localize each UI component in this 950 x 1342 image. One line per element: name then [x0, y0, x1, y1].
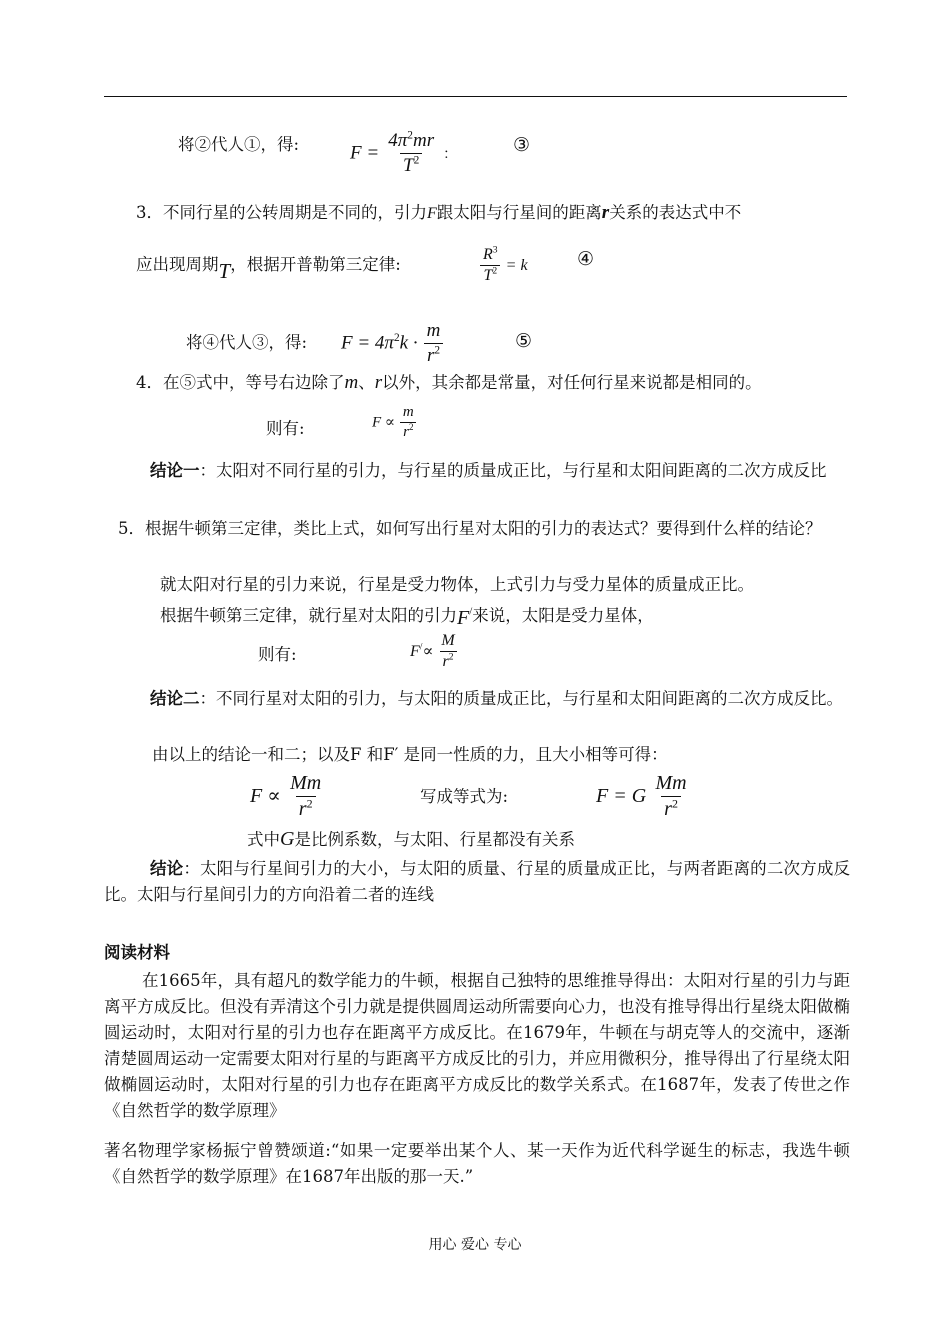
final-proportional-formula: [250, 772, 324, 821]
final-lhs-2: F = G: [596, 785, 647, 807]
kepler-den-sup: 2: [492, 265, 498, 277]
formula-3-den-sup: 2: [413, 154, 420, 167]
prop1-den: r: [403, 424, 409, 440]
formula-3-num: 4π: [388, 130, 408, 151]
kepler-den: T: [483, 267, 493, 284]
item-3-line2-b: ，根据开普勒第三定律:: [230, 255, 401, 274]
proportional-formula-1: [372, 404, 417, 441]
g-note-G: G: [280, 828, 295, 850]
final-den-2-sup: 2: [671, 796, 678, 811]
item-4-text-a: 4．在⑤式中，等号右边除了: [136, 373, 345, 392]
formula-3-num-rest: mr: [412, 130, 435, 151]
item-3-text-c: 关系的表达式中不: [609, 203, 742, 222]
formula-5: [341, 320, 443, 367]
item-3-r: r: [601, 202, 610, 223]
conclusion-2-text: ：不同行星对太阳的引力，与太阳的质量成正比，与行星和太阳间距离的二次方成反比。: [199, 689, 843, 708]
equation-number-5: ⑤: [515, 330, 533, 352]
item-4-sep: 、: [358, 373, 375, 392]
answer-line-1: 就太阳对行星的引力来说，行星是受力物体，上式引力与受力星体的质量成正比。: [160, 575, 754, 594]
formula-5-lhs: F = 4π: [341, 332, 394, 354]
prop1-lhs: F ∝: [372, 414, 396, 431]
formula-3: [350, 130, 457, 177]
formula-5-den-sup: 2: [434, 344, 441, 357]
conclusion-1-title: 结论一: [150, 461, 200, 480]
final-den-1-sup: 2: [306, 796, 313, 811]
item-3-text-a: 3．不同行星的公转周期是不同的，引力: [136, 203, 427, 222]
prop2-lhs: F: [410, 643, 420, 660]
proportional-formula-2: [410, 632, 458, 671]
prop2-num: M: [441, 632, 455, 649]
item-4-text-b: 以外，其余都是常量，对任何行星来说都是相同的。: [382, 373, 762, 392]
item-4-m: m: [344, 372, 359, 393]
item-3-F: F: [427, 205, 437, 222]
reading-title: 阅读材料: [104, 943, 170, 962]
kepler-num-sup: 3: [492, 244, 498, 256]
answer-line-2: [160, 604, 654, 627]
final-lhs-1: F ∝: [250, 785, 281, 807]
formula-5-den: r: [426, 345, 435, 366]
equation-number-3: ③: [513, 134, 531, 156]
item-3-text-b: 跟太阳与行星间的距离: [436, 203, 602, 222]
prop2-symbol: ∝: [422, 643, 434, 660]
conclusion-1-text: ：太阳对不同行星的引力，与行星的质量成正比，与行星和太阳间距离的二次方成反比: [199, 461, 827, 480]
conclusion-final-text: ：太阳与行星间引力的大小，与太阳的质量、行星的质量成正比，与两者距离的二次方成反比。太阳与行星间引力的方向沿着二者的连线: [104, 859, 851, 904]
conclusion-2: [104, 686, 850, 712]
formula-5-num: m: [426, 320, 441, 341]
answer-2-F: F: [457, 607, 470, 629]
reading-quote: 著名物理学家杨振宁曾赞颂道:“如果一定要举出某个人、某一天作为近代科学诞生的标志，我选牛顿《自然哲学的数学原理》在1687年出版的那一天.”: [104, 1141, 850, 1186]
item-3-line2-a: 应出现周期: [136, 255, 219, 274]
reading-paragraph: 在1665年，具有超凡的数学能力的牛顿，根据自己独特的思维推导得出：太阳对行星的引力与距离平方成反比。但没有弄清这个引力就是提供圆周运动所需要向心力，也没有推导得出行星绕太阳做椭圆运动时，太阳对行星的引力也存在距离平方成反比。在1679年，牛顿在与胡克等人的交流中，逐渐清楚圆周运动一定需要太阳对行星的与距离平方成反比的引力，并应用微积分，推导得出了行星绕太阳做椭圆运动时，太阳对行星的引力也存在距离平方成反比的数学关系式。在1687年，发表了传世之作《自然哲学的数学原理》: [104, 971, 850, 1120]
header-rule: [104, 96, 847, 97]
g-note-a: 式中: [247, 830, 280, 849]
prop1-num: m: [402, 404, 414, 420]
then-label-1: 则有:: [266, 419, 305, 438]
combine-line: 由以上的结论一和二；以及F 和F′ 是同一性质的力，且大小相等可得：: [152, 745, 668, 764]
item-3-line-1: [136, 202, 741, 225]
formula-3-lhs: F =: [350, 142, 380, 164]
conclusion-2-title: 结论二: [150, 689, 200, 708]
final-num-2: Mm: [655, 772, 687, 794]
conclusion-final-title: 结论: [150, 859, 184, 878]
item-3-T: T: [218, 259, 231, 283]
item-5: 5．根据牛顿第三定律，类比上式，如何写出行星对太阳的引力的表达式？要得到什么样的结论？: [118, 519, 822, 538]
kepler-num: R: [483, 246, 493, 263]
then-label-2: 则有:: [258, 645, 297, 664]
g-constant-note: [247, 828, 575, 851]
answer-2-prime: /: [469, 605, 473, 618]
formula-5-sup: 2: [393, 332, 400, 345]
prop1-den-sup: 2: [408, 422, 414, 432]
substitution-label-1: 将②代人①，得:: [178, 135, 300, 154]
prop2-prime: /: [419, 641, 423, 653]
final-equation-formula: [596, 772, 690, 821]
kepler-law-formula: [480, 246, 528, 285]
formula-3-num-sup: 2: [407, 129, 413, 142]
g-note-b: 是比例系数，与太阳、行星都没有关系: [294, 830, 575, 849]
prop2-den: r: [442, 653, 449, 670]
conclusion-1: [104, 458, 850, 484]
equation-number-4: ④: [577, 248, 595, 270]
answer-2-text-b: 来说，太阳是受力星体，: [472, 606, 654, 625]
page-footer: 用心 爱心 专心: [428, 1237, 522, 1253]
answer-2-text-a: 根据牛顿第三定律，就行星对太阳的引力: [160, 606, 457, 625]
formula-5-k: k ·: [399, 332, 418, 354]
final-den-2: r: [664, 798, 672, 820]
prop2-den-sup: 2: [448, 651, 454, 663]
substitution-label-2: 将④代人③，得:: [186, 333, 308, 352]
item-4: [136, 372, 762, 394]
final-den-1: r: [298, 798, 307, 820]
final-num-1: Mm: [290, 772, 322, 794]
kepler-rhs: = k: [505, 257, 528, 274]
item-4-r: r: [374, 372, 383, 393]
item-3-line-2: [136, 252, 401, 283]
formula-3-trail: ：: [443, 146, 458, 163]
conclusion-final: [104, 856, 850, 908]
equation-form-label: 写成等式为:: [420, 787, 509, 806]
formula-3-den: T: [403, 155, 414, 176]
